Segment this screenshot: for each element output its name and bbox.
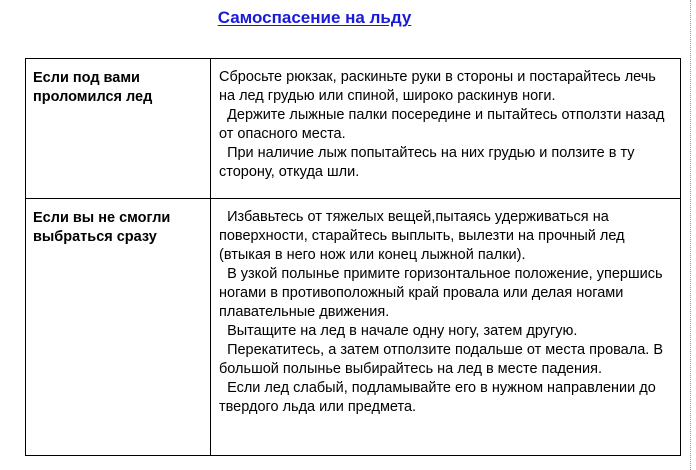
action-paragraph: Сбросьте рюкзак, раскиньте руки в стороны и постарайтесь лечь на лед грудью или спиной, широко раскинув ноги. <box>219 69 660 104</box>
action-paragraph: Перекатитесь, а затем отползите подальше от места провала. В большой полынье выбирайтесь на лед в месте падения. <box>219 342 668 377</box>
action-paragraph: Вытащите на лед в начале одну ногу, затем другую. <box>219 323 578 339</box>
action-paragraph: Держите лыжные палки посередине и пытайтесь отползти назад от опасного места. <box>219 107 669 142</box>
action-paragraph: Если лед слабый, подламывайте его в нужном направлении до твердого льда или предмета. <box>219 380 660 415</box>
table-row <box>26 199 681 456</box>
actions-text <box>211 199 680 417</box>
action-paragraph: Избавьтесь от тяжелых вещей,пытаясь удерживаться на поверхности, старайтесь выплыть, вылезти на прочный лед (втыкая в него нож или конец лыжной палки). <box>219 209 629 263</box>
situation-cell <box>26 199 211 456</box>
actions-cell <box>211 199 681 456</box>
page-edge-divider <box>690 0 696 470</box>
situation-text: Если вы не смогли выбраться сразу <box>33 210 171 245</box>
action-paragraph: В узкой полынье примите горизонтальное положение, упершись ногами в противоположный край провала или делая ногами плавательные движения. <box>219 266 667 320</box>
action-paragraph: При наличие лыж попытайтесь на них грудью и ползите в ту сторону, откуда шли. <box>219 145 639 180</box>
situation-text: Если под вами проломился лед <box>33 70 153 105</box>
table-row <box>26 59 681 199</box>
actions-cell <box>211 59 681 199</box>
document-title: Самоспасение на льду <box>217 8 412 27</box>
actions-text <box>211 59 680 182</box>
situation-cell <box>26 59 211 199</box>
ice-safety-table <box>25 58 681 456</box>
